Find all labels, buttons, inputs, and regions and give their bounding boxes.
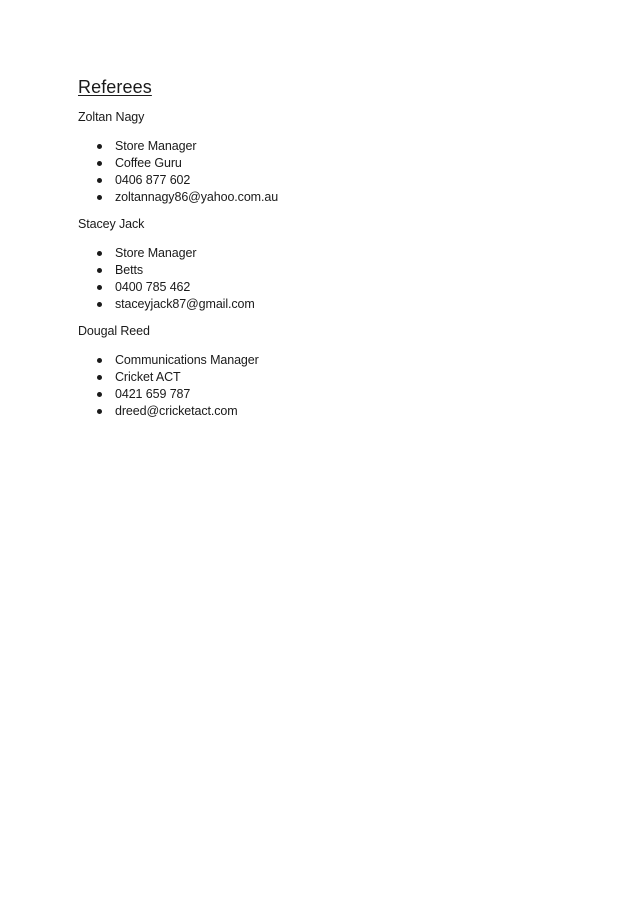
detail-company: Betts [115,263,143,277]
detail-phone: 0421 659 787 [115,387,191,401]
bullet-icon [97,409,102,414]
referee-name: Dougal Reed [78,324,150,338]
detail-phone: 0406 877 602 [115,173,191,187]
detail-company: Coffee Guru [115,156,182,170]
bullet-icon [97,268,102,273]
detail-company: Cricket ACT [115,370,181,384]
page-heading: Referees [78,77,152,97]
detail-email: dreed@cricketact.com [115,404,238,418]
bullet-icon [97,302,102,307]
bullet-icon [97,161,102,166]
bullet-icon [97,251,102,256]
bullet-icon [97,195,102,200]
detail-role: Communications Manager [115,353,259,367]
detail-email: staceyjack87@gmail.com [115,297,255,311]
bullet-icon [97,392,102,397]
detail-email: zoltannagy86@yahoo.com.au [115,190,279,204]
detail-role: Store Manager [115,139,197,153]
detail-role: Store Manager [115,246,197,260]
referee-name: Zoltan Nagy [78,110,145,124]
referee-name: Stacey Jack [78,217,145,231]
detail-phone: 0400 785 462 [115,280,191,294]
bullet-icon [97,178,102,183]
bullet-icon [97,375,102,380]
bullet-icon [97,285,102,290]
bullet-icon [97,144,102,149]
bullet-icon [97,358,102,363]
